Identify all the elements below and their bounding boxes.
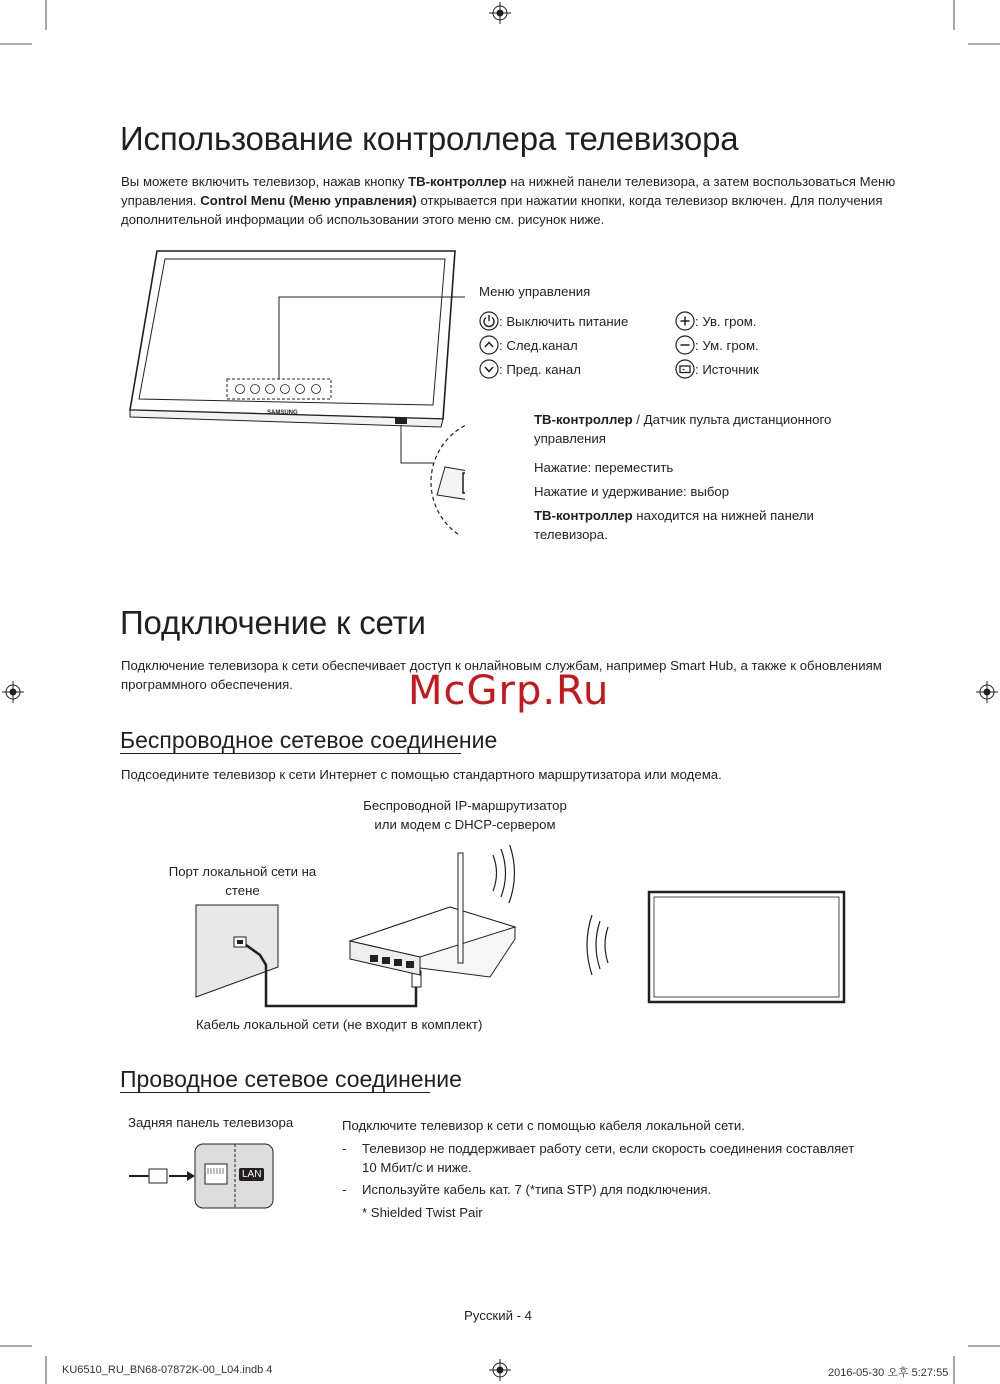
router-label: Беспроводной IP-маршрутизатор или модем с DHCP-сервером: [363, 798, 567, 832]
wall-port-label: Порт локальной сети на стене: [168, 864, 317, 898]
minus-icon: [675, 335, 695, 355]
menu-item-volume-up: : Ув. гром.: [675, 309, 855, 333]
router-antenna: [458, 853, 463, 963]
wired-note-speed: - Телевизор не поддерживает работу сети, если скорость соединения составляет 10 Мбит/с и ниже.: [342, 1141, 855, 1175]
site-watermark: McGrp.Ru: [408, 668, 610, 714]
controller-location-note: ТВ-контроллер находится на нижней панели телевизора.: [534, 508, 814, 542]
footer-timestamp: 2016-05-30 오후 5:27:55: [828, 1367, 949, 1379]
lan-port-label: LAN: [239, 1168, 264, 1181]
section-title-network: Подключение к сети: [120, 604, 426, 641]
lan-port: [205, 1164, 227, 1184]
wireless-signal-icon: [587, 915, 592, 975]
wired-intro: Подключите телевизор к сети с помощью кабеля локальной сети.: [342, 1118, 745, 1133]
control-menu-label: Меню управления: [479, 284, 591, 299]
power-icon: [479, 311, 499, 331]
controller-intro: Вы можете включить телевизор, нажав кнопку ТВ-контроллер на нижней панели телевизора, а затем воспользоваться Меню управления. Control Menu (Меню управления) открывается при нажатии кнопки, когда телевизор включен. Для получения дополнительной информации об использовании этого меню см. рисунок ниже.: [121, 174, 896, 227]
tv-brand-logo: SAMSUNG: [267, 410, 298, 416]
wireless-section-title: Беспроводное сетевое соединение: [120, 727, 498, 753]
menu-item-volume-down: : Ум. гром.: [675, 333, 855, 357]
wireless-intro: Подсоедините телевизор к сети Интернет с помощью стандартного маршрутизатора или модема.: [121, 767, 722, 782]
tv-screen: [649, 892, 844, 1002]
menu-item-source: : Источник: [675, 357, 855, 381]
chevron-up-icon: [479, 335, 499, 355]
chevron-down-icon: [479, 359, 499, 379]
wireless-title-underline: [120, 753, 461, 754]
footer-filename: KU6510_RU_BN68-07872K-00_L04.indb 4: [62, 1364, 273, 1376]
page-number: Русский - 4: [464, 1308, 532, 1323]
section-title-controller: Использование контроллера телевизора: [120, 120, 739, 157]
source-icon: [675, 359, 695, 379]
menu-item-power: : Выключить питание: [479, 309, 679, 333]
press-instruction: Нажатие: переместить: [534, 460, 674, 475]
wired-section-title: Проводное сетевое соединение: [120, 1066, 462, 1092]
hold-instruction: Нажатие и удерживание: выбор: [534, 484, 730, 499]
network-intro: Подключение телевизора к сети обеспечивает доступ к онлайновым службам, например Smart Hub, а также к обновлениям программного обеспечения.: [121, 658, 882, 692]
wired-footnote: * Shielded Twist Pair: [362, 1205, 483, 1220]
control-buttons-highlight: [227, 379, 331, 399]
wired-note-cable: - Используйте кабель кат. 7 (*типа STP) для подключения.: [342, 1182, 712, 1197]
plus-icon: [675, 311, 695, 331]
wired-title-underline: [120, 1092, 430, 1093]
cable-label: Кабель локальной сети (не входит в комплект): [196, 1017, 483, 1032]
controller-description: ТВ-контроллер / Датчик пульта дистанционного управления: [534, 412, 832, 446]
wireless-network-diagram: [190, 845, 860, 1015]
tv-controller-diagram: [125, 245, 465, 535]
menu-items-right: [675, 309, 855, 381]
menu-item-channel-up: : След.канал: [479, 333, 679, 357]
lan-cable-plug: [149, 1169, 167, 1183]
back-panel-label: Задняя панель телевизора: [128, 1115, 294, 1130]
menu-items-left: [479, 309, 679, 381]
menu-item-channel-down: : Пред. канал: [479, 357, 679, 381]
